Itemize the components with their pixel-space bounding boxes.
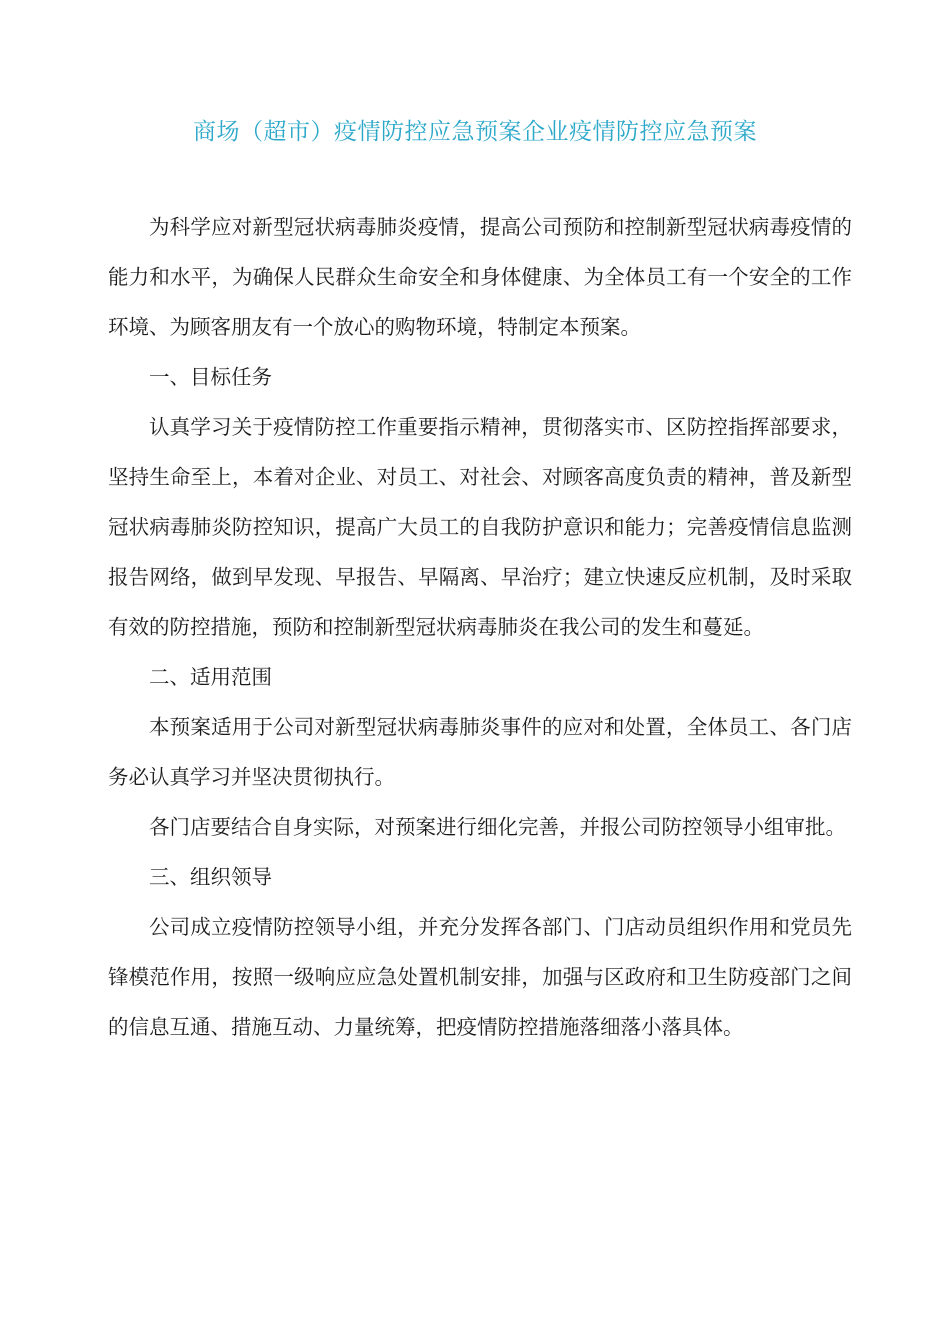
scope-paragraph: 本预案适用于公司对新型冠状病毒肺炎事件的应对和处置，全体员工、各门店务必认真学习并坚决贯彻执行。 bbox=[108, 715, 852, 789]
section-heading-goals: 一、目标任务 bbox=[149, 365, 272, 389]
document-title: 商场（超市）疫情防控应急预案企业疫情防控应急预案 bbox=[193, 119, 757, 145]
scope-paragraph-2: 各门店要结合自身实际，对预案进行细化完善，并报公司防控领导小组审批。 bbox=[149, 815, 846, 839]
goals-paragraph: 认真学习关于疫情防控工作重要指示精神，贯彻落实市、区防控指挥部要求，坚持生命至上，本着对企业、对员工、对社会、对顾客高度负责的精神，普及新型冠状病毒肺炎防控知识，提高广大员工的自我防护意识和能力；完善疫情信息监测报告网络，做到早发现、早报告、早隔离、早治疗；建立快速反应机制，及时采取有效的防控措施，预防和控制新型冠状病毒肺炎在我公司的发生和蔓延。 bbox=[108, 415, 852, 639]
leadership-paragraph: 公司成立疫情防控领导小组，并充分发挥各部门、门店动员组织作用和党员先锋模范作用，按照一级响应应急处置机制安排，加强与区政府和卫生防疫部门之间的信息互通、措施互动、力量统筹，把疫情防控措施落细落小落具体。 bbox=[108, 915, 852, 1039]
section-heading-scope: 二、适用范围 bbox=[149, 665, 272, 689]
intro-paragraph: 为科学应对新型冠状病毒肺炎疫情，提高公司预防和控制新型冠状病毒疫情的能力和水平，为确保人民群众生命安全和身体健康、为全体员工有一个安全的工作环境、为顾客朋友有一个放心的购物环境，特制定本预案。 bbox=[108, 215, 852, 339]
section-heading-leadership: 三、组织领导 bbox=[149, 865, 272, 889]
document-body bbox=[108, 202, 852, 1052]
